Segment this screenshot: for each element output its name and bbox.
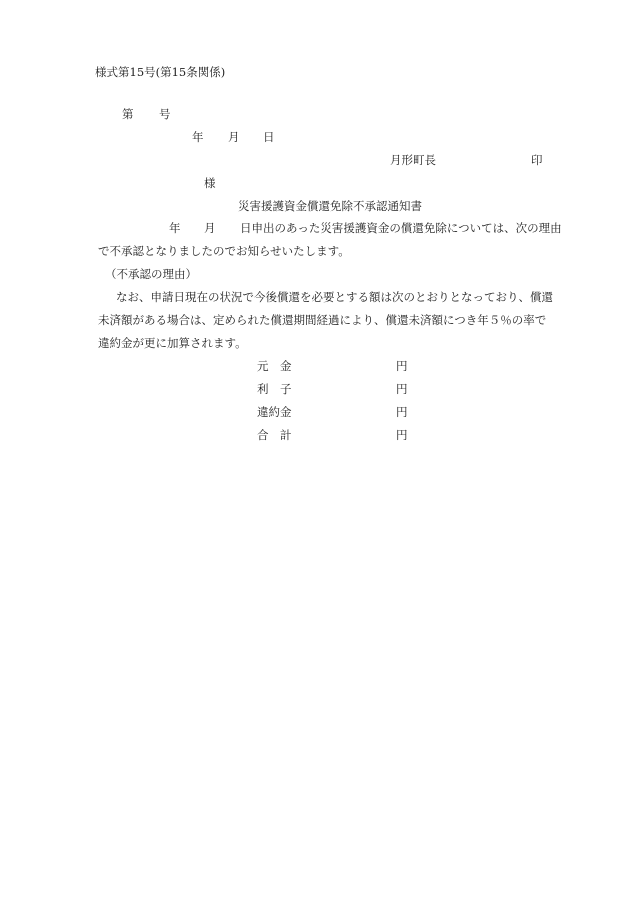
amount-unit-total: 円	[396, 428, 408, 442]
body-year: 年	[169, 221, 181, 235]
date-day: 日	[263, 130, 275, 144]
reason-heading: （不承認の理由）	[105, 267, 197, 281]
amount-label-total: 合 計	[257, 428, 292, 442]
issuer-name: 月形町長	[390, 153, 436, 167]
form-number: 様式第15号(第15条関係)	[95, 65, 226, 79]
amount-unit-principal: 円	[396, 359, 408, 373]
seal-mark: 印	[531, 153, 543, 167]
amount-unit-interest: 円	[396, 382, 408, 396]
amount-label-principal: 元 金	[257, 359, 292, 373]
body-line-1: 日申出のあった災害援護資金の償還免除については、次の理由	[240, 221, 562, 235]
body-month: 月	[204, 221, 216, 235]
addressee-suffix: 様	[204, 176, 216, 190]
amount-label-interest: 利 子	[257, 382, 292, 396]
document-title: 災害援護資金償還免除不承認通知書	[238, 199, 422, 213]
body-line-2: で不承認となりましたのでお知らせいたします。	[98, 244, 350, 258]
document-number-gou: 号	[159, 107, 171, 121]
body-line-6: 違約金が更に加算されます。	[98, 336, 247, 350]
date-month: 月	[228, 130, 240, 144]
amount-unit-penalty: 円	[396, 405, 408, 419]
document-number-dai: 第	[122, 107, 134, 121]
date-year: 年	[192, 130, 204, 144]
body-line-5: 未済額がある場合は、定められた償還期間経過により、償還未済額につき年５％の率で	[98, 313, 547, 327]
body-line-4: なお、申請日現在の状況で今後償還を必要とする額は次のとおりとなっており、償還	[116, 290, 553, 304]
amount-label-penalty: 違約金	[257, 405, 292, 419]
